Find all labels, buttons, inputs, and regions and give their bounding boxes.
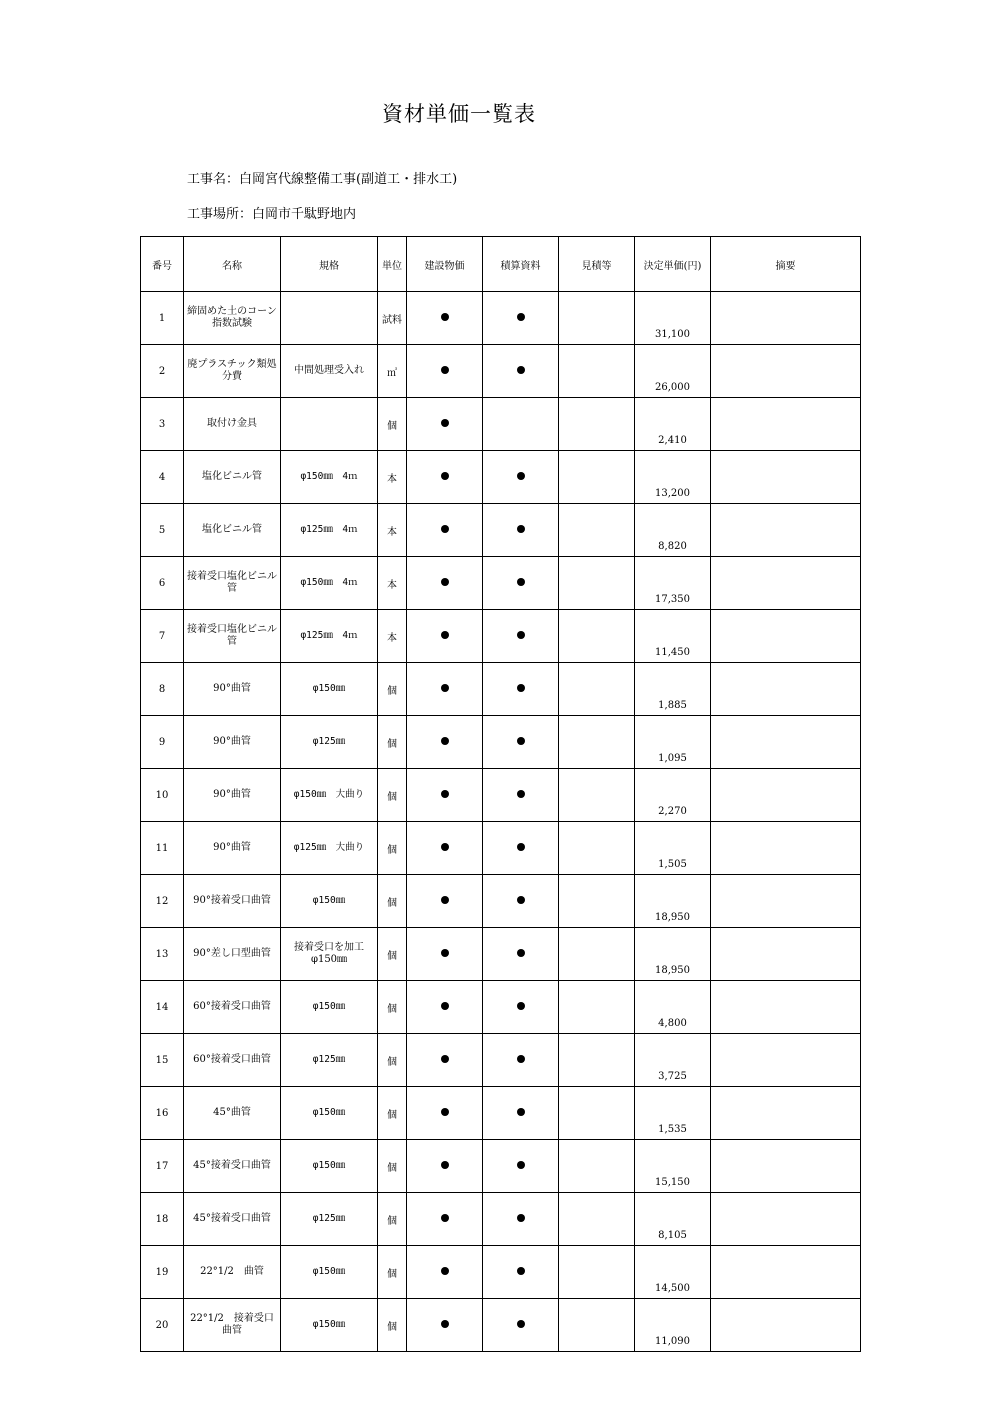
cell-mitsumori [559,1034,635,1087]
cell-unit: 本 [378,451,407,504]
check-dot-icon [517,525,525,533]
cell-sekisan [483,557,559,610]
check-dot-icon [441,472,449,480]
table-row [141,928,861,981]
cell-price [635,981,711,1034]
cell-price [635,345,711,398]
check-dot-icon [441,790,449,798]
cell-kensetsu [407,451,483,504]
check-dot-icon [517,578,525,586]
cell-mitsumori [559,557,635,610]
price-value: 8,105 [658,1230,687,1241]
header-name: 名称 [184,237,281,292]
check-dot-icon [441,419,449,427]
cell-sekisan [483,610,559,663]
cell-note [711,1140,861,1193]
cell-kensetsu [407,769,483,822]
cell-name: 45°曲管 [184,1087,281,1140]
cell-price [635,451,711,504]
cell-unit: 個 [378,1246,407,1299]
cell-kensetsu [407,398,483,451]
cell-spec: φ150㎜ [281,875,378,928]
cell-mitsumori [559,1140,635,1193]
check-dot-icon [517,843,525,851]
cell-unit: 個 [378,981,407,1034]
cell-mitsumori [559,292,635,345]
cell-unit: 個 [378,769,407,822]
check-dot-icon [517,1002,525,1010]
table-row [141,451,861,504]
table-row [141,875,861,928]
cell-kensetsu [407,1140,483,1193]
price-value: 26,000 [655,382,690,393]
header-sekisan-shiryo: 積算資料 [483,237,559,292]
project-location: 工事場所：白岡市千駄野地内 [187,207,357,222]
cell-note [711,1193,861,1246]
cell-no: 2 [141,345,184,398]
cell-sekisan [483,769,559,822]
cell-no: 20 [141,1299,184,1352]
price-value: 3,725 [658,1071,687,1082]
table-row [141,822,861,875]
cell-spec: φ125㎜ 4ｍ [281,610,378,663]
cell-price [635,769,711,822]
table-row [141,716,861,769]
check-dot-icon [441,1161,449,1169]
check-dot-icon [517,366,525,374]
table-row [141,1087,861,1140]
cell-sekisan [483,981,559,1034]
cell-kensetsu [407,1034,483,1087]
cell-no: 7 [141,610,184,663]
check-dot-icon [441,578,449,586]
cell-note [711,451,861,504]
cell-spec: φ125㎜ [281,716,378,769]
table-body [141,292,861,1352]
cell-mitsumori [559,769,635,822]
cell-spec [281,292,378,345]
cell-sekisan [483,292,559,345]
cell-name: 90°接着受口曲管 [184,875,281,928]
cell-unit: 個 [378,1193,407,1246]
cell-mitsumori [559,663,635,716]
check-dot-icon [517,1267,525,1275]
cell-note [711,1087,861,1140]
cell-spec: 中間処理受入れ [281,345,378,398]
table-row [141,1193,861,1246]
cell-unit: 個 [378,822,407,875]
cell-no: 4 [141,451,184,504]
cell-sekisan [483,1087,559,1140]
price-value: 17,350 [655,594,690,605]
cell-sekisan [483,875,559,928]
table-row [141,981,861,1034]
cell-name: 取付け金具 [184,398,281,451]
cell-no: 18 [141,1193,184,1246]
check-dot-icon [517,1214,525,1222]
cell-sekisan [483,1299,559,1352]
cell-sekisan [483,398,559,451]
cell-unit: 個 [378,875,407,928]
cell-price [635,875,711,928]
cell-note [711,1299,861,1352]
check-dot-icon [517,1055,525,1063]
cell-spec: φ150㎜ [281,1140,378,1193]
table-row [141,1299,861,1352]
cell-kensetsu [407,610,483,663]
check-dot-icon [441,1214,449,1222]
cell-name: 90°曲管 [184,822,281,875]
check-dot-icon [517,1320,525,1328]
price-value: 2,270 [658,806,687,817]
cell-unit: ㎥ [378,345,407,398]
cell-kensetsu [407,875,483,928]
cell-spec [281,398,378,451]
cell-no: 15 [141,1034,184,1087]
check-dot-icon [441,949,449,957]
cell-unit: 個 [378,1087,407,1140]
check-dot-icon [441,366,449,374]
cell-note [711,398,861,451]
cell-mitsumori [559,875,635,928]
check-dot-icon [517,684,525,692]
price-value: 4,800 [658,1018,687,1029]
cell-mitsumori [559,1299,635,1352]
price-value: 2,410 [658,435,687,446]
check-dot-icon [517,790,525,798]
table-row [141,504,861,557]
cell-price [635,1193,711,1246]
cell-note [711,875,861,928]
cell-price [635,1034,711,1087]
cell-kensetsu [407,928,483,981]
cell-no: 17 [141,1140,184,1193]
cell-kensetsu [407,1246,483,1299]
cell-name: 90°曲管 [184,716,281,769]
cell-price [635,928,711,981]
cell-mitsumori [559,928,635,981]
cell-unit: 個 [378,663,407,716]
cell-unit: 試料 [378,292,407,345]
price-value: 14,500 [655,1283,690,1294]
price-value: 1,885 [658,700,687,711]
price-value: 13,200 [655,488,690,499]
check-dot-icon [441,896,449,904]
header-unit: 単位 [378,237,407,292]
cell-mitsumori [559,345,635,398]
cell-note [711,663,861,716]
check-dot-icon [441,843,449,851]
cell-mitsumori [559,981,635,1034]
unit-price-table [140,236,861,1352]
cell-name: 60°接着受口曲管 [184,1034,281,1087]
cell-no: 19 [141,1246,184,1299]
cell-mitsumori [559,716,635,769]
cell-no: 9 [141,716,184,769]
price-value: 18,950 [655,965,690,976]
cell-unit: 個 [378,1299,407,1352]
cell-name: 塩化ビニル管 [184,451,281,504]
cell-spec: 接着受口を加工 φ150㎜ [281,928,378,981]
cell-sekisan [483,345,559,398]
cell-sekisan [483,1246,559,1299]
cell-spec: φ150㎜ [281,1087,378,1140]
cell-note [711,981,861,1034]
cell-mitsumori [559,1193,635,1246]
cell-price [635,663,711,716]
cell-mitsumori [559,1087,635,1140]
cell-unit: 個 [378,716,407,769]
cell-kensetsu [407,1193,483,1246]
cell-mitsumori [559,1246,635,1299]
cell-spec: φ150㎜ 4ｍ [281,451,378,504]
cell-kensetsu [407,504,483,557]
cell-no: 6 [141,557,184,610]
cell-spec: φ125㎜ [281,1034,378,1087]
check-dot-icon [441,631,449,639]
cell-spec: φ150㎜ 大曲り [281,769,378,822]
project-name: 工事名：白岡宮代線整備工事(副道工・排水工) [187,172,458,187]
cell-mitsumori [559,610,635,663]
cell-spec: φ150㎜ [281,1299,378,1352]
cell-spec: φ150㎜ [281,981,378,1034]
cell-note [711,557,861,610]
cell-no: 11 [141,822,184,875]
cell-kensetsu [407,1087,483,1140]
check-dot-icon [441,684,449,692]
check-dot-icon [517,313,525,321]
header-no: 番号 [141,237,184,292]
price-value: 8,820 [658,541,687,552]
cell-spec: φ150㎜ [281,663,378,716]
table-row [141,1140,861,1193]
check-dot-icon [441,1055,449,1063]
price-value: 1,095 [658,753,687,764]
check-dot-icon [517,1108,525,1116]
cell-note [711,345,861,398]
cell-no: 1 [141,292,184,345]
cell-no: 13 [141,928,184,981]
cell-name: 接着受口塩化ビニル管 [184,557,281,610]
table-row [141,610,861,663]
table-row [141,557,861,610]
cell-sekisan [483,928,559,981]
cell-unit: 個 [378,1140,407,1193]
price-value: 31,100 [655,329,690,340]
cell-unit: 本 [378,504,407,557]
cell-unit: 個 [378,1034,407,1087]
cell-kensetsu [407,716,483,769]
cell-sekisan [483,1193,559,1246]
cell-sekisan [483,1034,559,1087]
cell-spec: φ125㎜ 4ｍ [281,504,378,557]
cell-mitsumori [559,398,635,451]
header-spec: 規格 [281,237,378,292]
document-title: 資材単価一覧表 [382,102,536,126]
header-kensetsu-bukka: 建設物価 [407,237,483,292]
cell-note [711,292,861,345]
table-row [141,663,861,716]
cell-name: 45°接着受口曲管 [184,1193,281,1246]
table-row [141,345,861,398]
cell-note [711,610,861,663]
cell-unit: 本 [378,557,407,610]
cell-price [635,398,711,451]
check-dot-icon [441,1108,449,1116]
cell-kensetsu [407,1299,483,1352]
price-value: 18,950 [655,912,690,923]
cell-no: 16 [141,1087,184,1140]
price-value: 11,090 [655,1336,690,1347]
cell-mitsumori [559,822,635,875]
check-dot-icon [517,631,525,639]
cell-price [635,1087,711,1140]
check-dot-icon [441,1320,449,1328]
table-row [141,398,861,451]
cell-kensetsu [407,981,483,1034]
cell-price [635,557,711,610]
cell-price [635,1140,711,1193]
cell-no: 3 [141,398,184,451]
header-mitsumori: 見積等 [559,237,635,292]
cell-note [711,504,861,557]
cell-price [635,504,711,557]
cell-no: 8 [141,663,184,716]
table-row [141,769,861,822]
table-header-row [141,237,861,292]
check-dot-icon [441,525,449,533]
cell-name: 22°1/2 接着受口曲管 [184,1299,281,1352]
cell-spec: φ125㎜ [281,1193,378,1246]
cell-unit: 本 [378,610,407,663]
check-dot-icon [517,472,525,480]
cell-no: 12 [141,875,184,928]
cell-kensetsu [407,663,483,716]
cell-mitsumori [559,504,635,557]
cell-name: 60°接着受口曲管 [184,981,281,1034]
price-value: 15,150 [655,1177,690,1188]
table-row [141,292,861,345]
header-price: 決定単価(円) [635,237,711,292]
check-dot-icon [441,1267,449,1275]
cell-price [635,822,711,875]
cell-name: 廃プラスチック類処分費 [184,345,281,398]
cell-spec: φ125㎜ 大曲り [281,822,378,875]
cell-unit: 個 [378,928,407,981]
cell-unit: 個 [378,398,407,451]
cell-sekisan [483,451,559,504]
cell-name: 45°接着受口曲管 [184,1140,281,1193]
cell-price [635,716,711,769]
check-dot-icon [517,1161,525,1169]
cell-sekisan [483,504,559,557]
cell-note [711,769,861,822]
cell-kensetsu [407,345,483,398]
cell-note [711,822,861,875]
cell-sekisan [483,716,559,769]
cell-name: 90°差し口型曲管 [184,928,281,981]
price-value: 11,450 [655,647,690,658]
cell-name: 22°1/2 曲管 [184,1246,281,1299]
cell-price [635,1299,711,1352]
price-value: 1,505 [658,859,687,870]
check-dot-icon [441,737,449,745]
cell-name: 90°曲管 [184,663,281,716]
cell-name: 締固めた土のコーン指数試験 [184,292,281,345]
check-dot-icon [517,737,525,745]
cell-note [711,716,861,769]
cell-note [711,1246,861,1299]
cell-kensetsu [407,557,483,610]
table-row [141,1034,861,1087]
table-row [141,1246,861,1299]
cell-sekisan [483,663,559,716]
cell-name: 接着受口塩化ビニル管 [184,610,281,663]
cell-sekisan [483,822,559,875]
check-dot-icon [517,949,525,957]
cell-name: 塩化ビニル管 [184,504,281,557]
cell-spec: φ150㎜ [281,1246,378,1299]
cell-mitsumori [559,451,635,504]
check-dot-icon [441,313,449,321]
cell-spec: φ150㎜ 4ｍ [281,557,378,610]
cell-no: 10 [141,769,184,822]
cell-price [635,610,711,663]
price-value: 1,535 [658,1124,687,1135]
cell-sekisan [483,1140,559,1193]
cell-kensetsu [407,822,483,875]
check-dot-icon [517,896,525,904]
cell-kensetsu [407,292,483,345]
cell-no: 14 [141,981,184,1034]
cell-note [711,1034,861,1087]
cell-note [711,928,861,981]
cell-price [635,292,711,345]
check-dot-icon [441,1002,449,1010]
cell-name: 90°曲管 [184,769,281,822]
header-note: 摘要 [711,237,861,292]
cell-no: 5 [141,504,184,557]
cell-price [635,1246,711,1299]
